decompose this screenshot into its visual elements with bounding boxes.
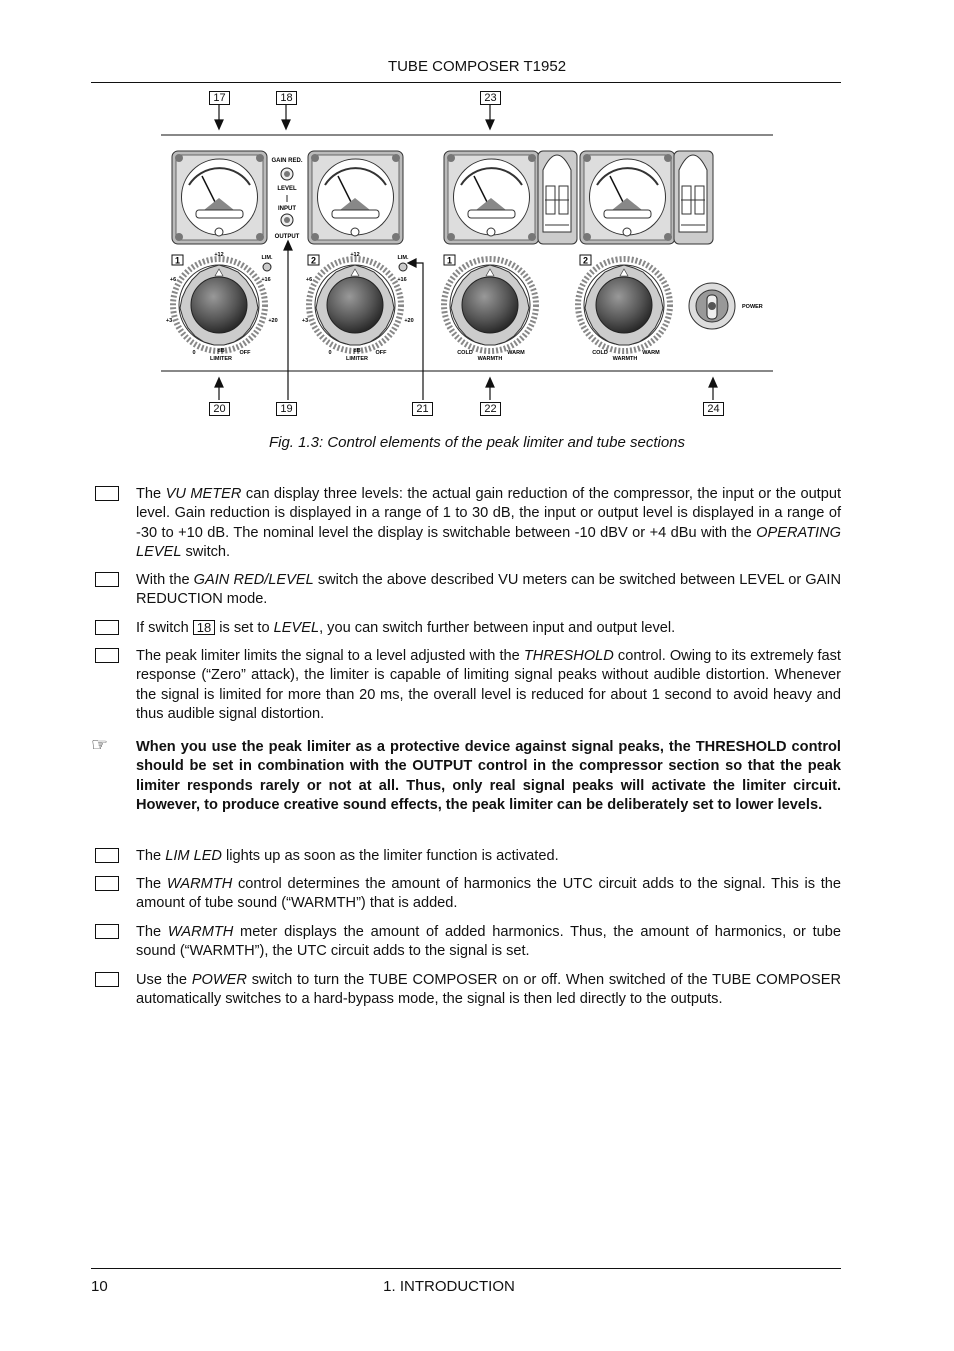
callout-23: 23	[480, 91, 501, 105]
item-marker-24	[95, 972, 119, 987]
scale-16-1: +16	[261, 277, 271, 283]
label-warmth-1: WARMTH	[477, 356, 503, 362]
label-limiter-2: LIMITER	[346, 356, 368, 362]
item-marker-23	[95, 924, 119, 939]
ch-marker-2a: 2	[310, 255, 317, 266]
item-peak-limiter: The peak limiter limits the signal to a level adjusted with the THRESHOLD control. Owing to its extremely fast response (“Zero” attack), the limiter is capable of limiting signal peaks without audible distortion. Whenever the signal is limited for more than 20 ms, the overall level is reduced for about 1 second to avoid heavy and thus audible signal distortion.	[136, 648, 841, 722]
scale-20-2: +20	[404, 318, 414, 324]
label-power: POWER	[742, 304, 763, 310]
scale-off-1: OFF	[239, 350, 251, 356]
warmth-meter-1	[444, 151, 539, 244]
item-warmth-control: The WARMTH control determines the amount of harmonics the UTC circuit adds to the signal. This is the amount of tube sound (“WARMTH”) that is added.	[136, 876, 842, 912]
callout-17: 17	[209, 91, 230, 105]
warmth-knob-2	[578, 259, 670, 351]
page-number: 10	[91, 1278, 108, 1295]
item-power: Use the POWER switch to turn the TUBE COMPOSER on or off. When switched of the TUBE COMPOSER automatically switches to a hard-bypass mode, the signal is then led directly to the outputs.	[136, 972, 841, 1008]
callout-22: 22	[480, 402, 501, 416]
callout-21: 21	[412, 402, 433, 416]
label-warmth-2: WARMTH	[612, 356, 638, 362]
label-cold-2: COLD	[592, 350, 608, 356]
scale-12-1: +12	[214, 252, 224, 258]
figure-caption: Fig. 1.3: Control elements of the peak limiter and tube sections	[268, 434, 686, 451]
item-gain-red-switch: With the GAIN RED/LEVEL switch the above described VU meters can be switched between LEVEL or GAIN REDUCTION mode.	[136, 572, 841, 608]
gain-red-level-switch	[281, 168, 293, 226]
ch-marker-1b: 1	[446, 255, 453, 266]
item-level-switch: If switch 18 is set to LEVEL, you can switch further between input and output level.	[136, 620, 676, 636]
callout-19: 19	[276, 402, 297, 416]
item-marker-17	[95, 486, 119, 501]
label-cold-1: COLD	[457, 350, 473, 356]
callout-24: 24	[703, 402, 724, 416]
callout-18: 18	[276, 91, 297, 105]
label-lim-1: LIM.	[261, 255, 273, 261]
scale-12-2: +12	[350, 252, 360, 258]
scale-6-1: +6	[169, 277, 177, 283]
power-switch	[689, 283, 735, 329]
label-warm-2: WARM	[642, 350, 660, 356]
ch-marker-2b: 2	[582, 255, 589, 266]
label-lim-2: LIM.	[397, 255, 409, 261]
hand-pointer-icon: ☞	[91, 735, 109, 756]
scale-off-2: OFF	[375, 350, 387, 356]
limiter-knob-1	[173, 259, 265, 351]
scale-3-2: +3	[301, 318, 309, 324]
warmth-knob-1	[444, 259, 536, 351]
item-marker-20	[95, 648, 119, 663]
label-warm-1: WARM	[507, 350, 525, 356]
front-panel-figure	[0, 0, 954, 430]
scale-0-2: 0	[328, 350, 332, 356]
item-marker-19	[95, 620, 119, 635]
note-text: When you use the peak limiter as a protective device against signal peaks, the THRESHOLD control should be set in combination with the OUTPUT control in the compressor section so that the peak limiter responds rarely or not at all. Thus, only real signal peaks will activate the limiter circuit. However, to produce creative sound effects, the peak limiter can be deliberately set to lower levels.	[136, 739, 841, 813]
lim-led-1	[263, 263, 271, 271]
scale-20-1: +20	[268, 318, 278, 324]
tube-window-2	[674, 151, 713, 244]
limiter-knob-2	[309, 259, 401, 351]
item-vu-meter: The VU METER can display three levels: the actual gain reduction of the compressor, the input or the output level. Gain reduction is displayed in a range of 1 to 30 dB, the input or output level is displayed in a range of -30 to +10 dB. The nominal level the display is switchable between -10 dBV or +4 dBu with the OPERATING LEVEL switch.	[136, 486, 842, 560]
item-marker-21	[95, 848, 119, 863]
scale-3-1: +3	[165, 318, 173, 324]
warmth-meter-2	[580, 151, 675, 244]
label-gain-red: GAIN RED.	[271, 158, 303, 164]
scale-db-2: dB	[353, 348, 361, 354]
label-input: INPUT	[278, 206, 296, 212]
label-level: LEVEL	[277, 186, 297, 192]
label-output: OUTPUT	[274, 234, 300, 240]
vu-meter-1	[172, 151, 267, 244]
scale-db-1: dB	[217, 348, 225, 354]
top-arrows	[215, 105, 494, 129]
footer-section: 1. INTRODUCTION	[383, 1278, 515, 1295]
callout-20: 20	[209, 402, 230, 416]
item-marker-22	[95, 876, 119, 891]
footer-rule	[91, 1268, 841, 1269]
tube-window-1	[538, 151, 577, 244]
item-warmth-meter: The WARMTH meter displays the amount of added harmonics. Thus, the amount of harmonics, or tube sound (“WARMTH”), the UTC circuit adds to the signal is set.	[136, 924, 841, 960]
item-lim-led: The LIM LED lights up as soon as the limiter function is activated.	[136, 848, 559, 864]
vu-meter-2	[308, 151, 403, 244]
ch-marker-1a: 1	[174, 255, 181, 266]
item-marker-18	[95, 572, 119, 587]
running-header: TUBE COMPOSER T1952	[387, 58, 567, 75]
scale-16-2: +16	[397, 277, 407, 283]
scale-0-1: 0	[192, 350, 196, 356]
scale-6-2: +6	[305, 277, 313, 283]
ref-18: 18	[193, 620, 215, 635]
lim-led-2	[399, 263, 407, 271]
label-limiter-1: LIMITER	[210, 356, 232, 362]
